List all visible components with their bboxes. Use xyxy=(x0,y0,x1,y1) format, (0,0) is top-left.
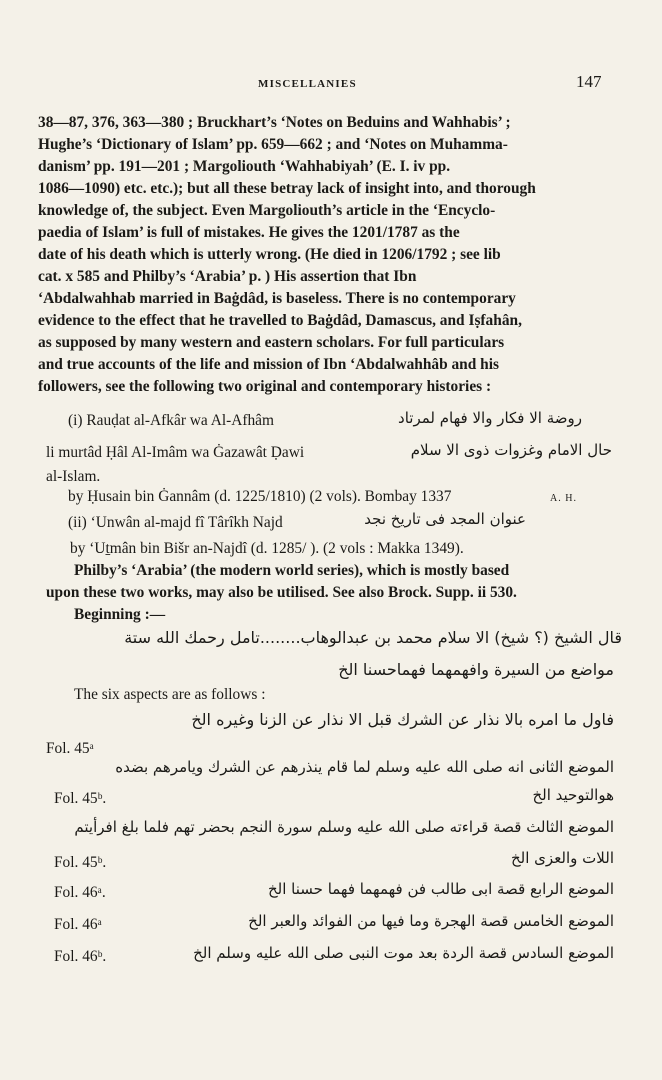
philby-note-line-2: upon these two works, may also be utilised. See also Brock. Supp. ii 530. xyxy=(46,584,517,601)
aspect-4-arabic: الموضع الرابع قصة ابى طالب فن فهمهما فهما حسنا الخ xyxy=(267,880,614,898)
aspect-6-arabic: الموضع السادس قصة الردة بعد موت النبى صلى الله عليه وسلم الخ xyxy=(193,944,614,962)
philby-note-line-1: Philby’s ‘Arabia’ (the modern world series), which is mostly based xyxy=(74,562,510,579)
aspect-3-arabic: الموضع الثالث قصة قراءته صلى الله عليه وسلم سورة النجم بحضر تهم فلما بلغ افرأيتم xyxy=(74,818,614,836)
body-line: paedia of Islam’ is full of mistakes. He gives the 1201/1787 as the xyxy=(38,224,460,241)
body-line: ‘Abdalwahhab married in Baġdâd, is baseless. There is no contemporary xyxy=(38,290,516,307)
body-line: followers, see the following two original and contemporary histories : xyxy=(38,378,492,395)
body-line: danism’ pp. 191—201 ; Margoliouth ‘Wahhabiyah’ (E. I. iv pp. xyxy=(38,158,451,175)
body-line: date of his death which is utterly wrong. (He died in 1206/1792 ; see lib xyxy=(38,246,501,263)
aspect-3-folio: Fol. 45ᵇ. xyxy=(54,854,107,871)
source-1-arabic-cont: حال الامام وغزوات ذوى الا سلام xyxy=(410,441,612,459)
body-paragraph xyxy=(38,112,610,398)
running-title: MISCELLANIES xyxy=(258,78,357,90)
aspect-6-folio: Fol. 46ᵇ. xyxy=(54,948,107,965)
aspect-2-arabic: الموضع الثانى انه صلى الله عليه وسلم لما قام ينذرهم عن الشرك ويامرهم بضده xyxy=(115,758,614,776)
body-line: and true accounts of the life and mission of Ibn ‘Abdalwahhâb and his xyxy=(38,356,499,373)
beginning-arabic-line-1: قال الشيخ (؟ شيخ) الا سلام محمد بن عبدالوهاب........تامل رحمك الله ستة xyxy=(124,628,622,647)
source-1-title-cont: li murtâd Ḥâl Al-Imâm wa Ġazawât Ḍawi xyxy=(46,444,305,461)
aspect-2-folio: Fol. 45ᵇ. xyxy=(54,790,107,807)
aspect-1-arabic: فاول ما امره بالا نذار عن الشرك قبل الا نذار عن الزنا وغيره الخ xyxy=(191,710,614,729)
aspect-3-arabic-cont: اللات والعزى الخ xyxy=(510,849,614,867)
source-2-title: (ii) ‘Unwân al-majd fî Târîkh Najd xyxy=(68,514,283,531)
aspect-1-folio: Fol. 45ᵃ xyxy=(46,740,94,757)
source-1-author: by Ḥusain bin Ġannâm (d. 1225/1810) (2 vols). Bombay 1337 xyxy=(68,488,452,505)
aspects-intro: The six aspects are as follows : xyxy=(74,686,266,703)
body-line: Hughe’s ‘Dictionary of Islam’ pp. 659—662 ; and ‘Notes on Muhamma- xyxy=(38,136,508,153)
source-1-arabic: روضة الا فكار والا فهام لمرتاد xyxy=(398,409,582,427)
beginning-label: Beginning :— xyxy=(74,606,166,623)
aspect-2-arabic-cont: هوالتوحيد الخ xyxy=(532,786,614,804)
source-2-arabic: عنوان المجد فى تاريخ نجد xyxy=(364,510,526,528)
source-1-era: A. H. xyxy=(550,493,577,504)
body-line: knowledge of, the subject. Even Margoliouth’s article in the ‘Encyclo- xyxy=(38,202,496,219)
body-line: cat. x 585 and Philby’s ‘Arabia’ p. ) His assertion that Ibn xyxy=(38,268,417,285)
beginning-arabic-line-2: مواضع من السيرة وافهمهما فهماحسنا الخ xyxy=(338,660,614,679)
aspect-5-folio: Fol. 46ᵃ xyxy=(54,916,102,933)
page-header xyxy=(0,72,662,94)
body-line: as supposed by many western and eastern scholars. For full particulars xyxy=(38,334,505,351)
aspect-4-folio: Fol. 46ᵃ. xyxy=(54,884,106,901)
body-line: 1086—1090) etc. etc.); but all these betray lack of insight into, and thorough xyxy=(38,180,536,197)
aspect-5-arabic: الموضع الخامس قصة الهجرة وما فيها من الفوائد والعبر الخ xyxy=(248,912,614,930)
source-1-title-end: al-Islam. xyxy=(46,468,101,485)
body-line: evidence to the effect that he travelled to Baġdâd, Damascus, and Iṣfahân, xyxy=(38,312,522,329)
body-line: 38—87, 376, 363—380 ; Bruckhart’s ‘Notes on Beduins and Wahhabis’ ; xyxy=(38,114,511,131)
source-1-title: (i) Rauḍat al-Afkâr wa Al-Afhâm xyxy=(68,412,274,429)
source-2-author: by ‘Uṯmân bin Bišr an-Najdî (d. 1285/ ). (2 vols : Makka 1349). xyxy=(70,540,464,557)
page-number: 147 xyxy=(576,72,602,91)
